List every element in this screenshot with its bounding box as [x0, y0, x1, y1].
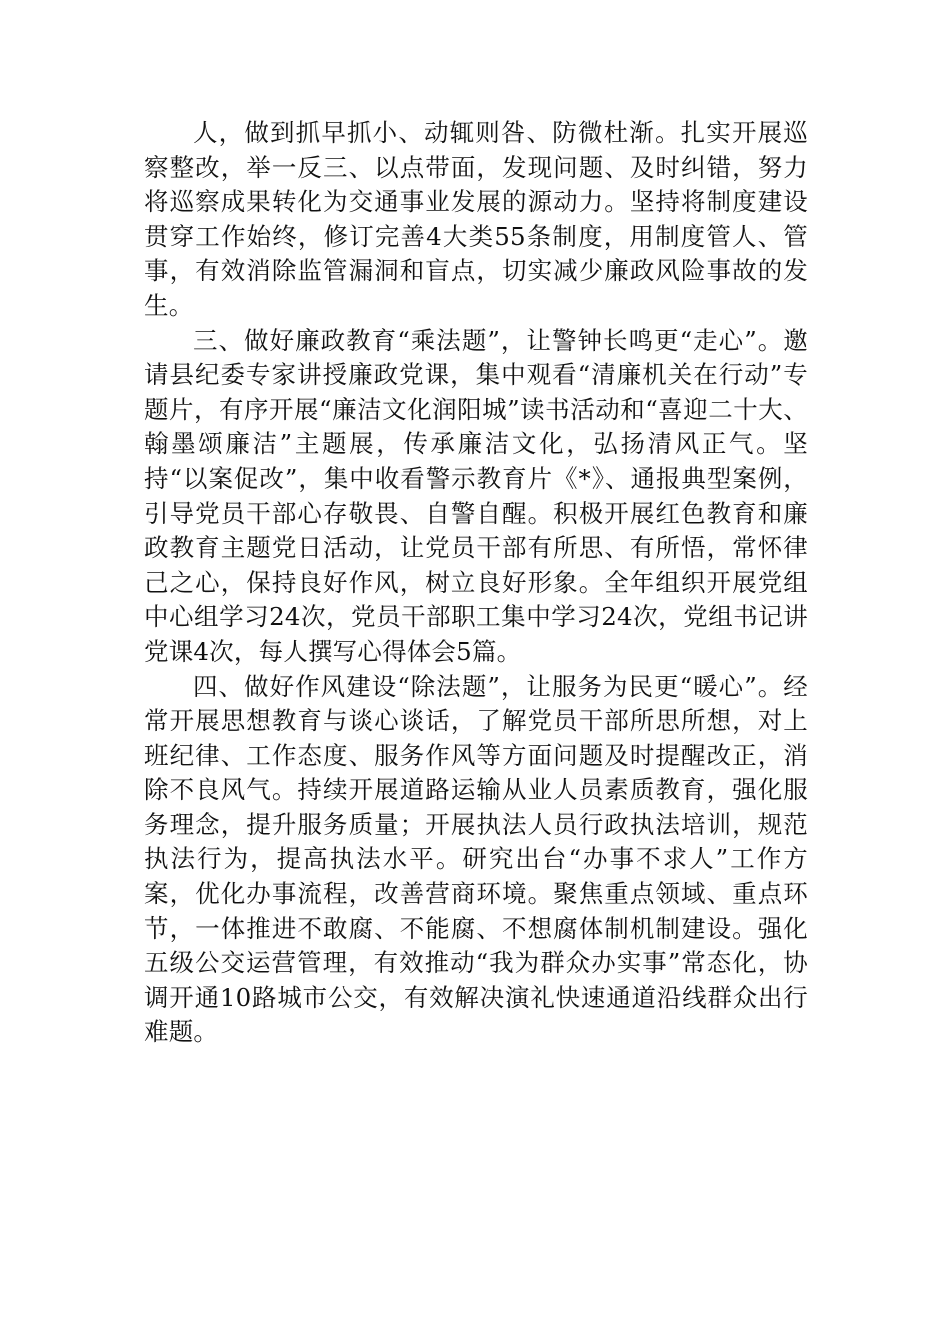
paragraph-continuation: 人，做到抓早抓小、动辄则咎、防微杜渐。扎实开展巡察整改，举一反三、以点带面，发现问题、及时纠错，努力将巡察成果转化为交通事业发展的源动力。坚持将制度建设贯穿工作始终，修订完善4大类55条制度，用制度管人、管事，有效消除监管漏洞和盲点，切实减少廉政风险事故的发生。 — [144, 118, 808, 320]
paragraph-section-three: 三、做好廉政教育“乘法题”，让警钟长鸣更“走心”。邀请县纪委专家讲授廉政党课，集中观看“清廉机关在行动”专题片，有序开展“廉洁文化润阳城”读书活动和“喜迎二十大、翰墨颂廉洁”主题展，传承廉洁文化，弘扬清风正气。坚持“以案促改”，集中收看警示教育片《*》、通报典型案例，引导党员干部心存敬畏、自警自醒。积极开展红色教育和廉政教育主题党日活动，让党员干部有所思、有所悟，常怀律己之心，保持良好作风，树立良好形象。全年组织开展党组中心组学习24次，党员干部职工集中学习24次，党组书记讲党课4次，每人撰写心得体会5篇。 — [144, 325, 808, 666]
document-body — [144, 116, 808, 1050]
paragraph-section-four: 四、做好作风建设“除法题”，让服务为民更“暖心”。经常开展思想教育与谈心谈话，了解党员干部所思所想，对上班纪律、工作态度、服务作风等方面问题及时提醒改正，消除不良风气。持续开展道路运输从业人员素质教育，强化服务理念，提升服务质量；开展执法人员行政执法培训，规范执法行为，提高执法水平。研究出台“办事不求人”工作方案，优化办事流程，改善营商环境。聚焦重点领域、重点环节，一体推进不敢腐、不能腐、不想腐体制机制建设。强化五级公交运营管理，有效推动“我为群众办实事”常态化，协调开通10路城市公交，有效解决演礼快速通道沿线群众出行难题。 — [144, 671, 808, 1047]
